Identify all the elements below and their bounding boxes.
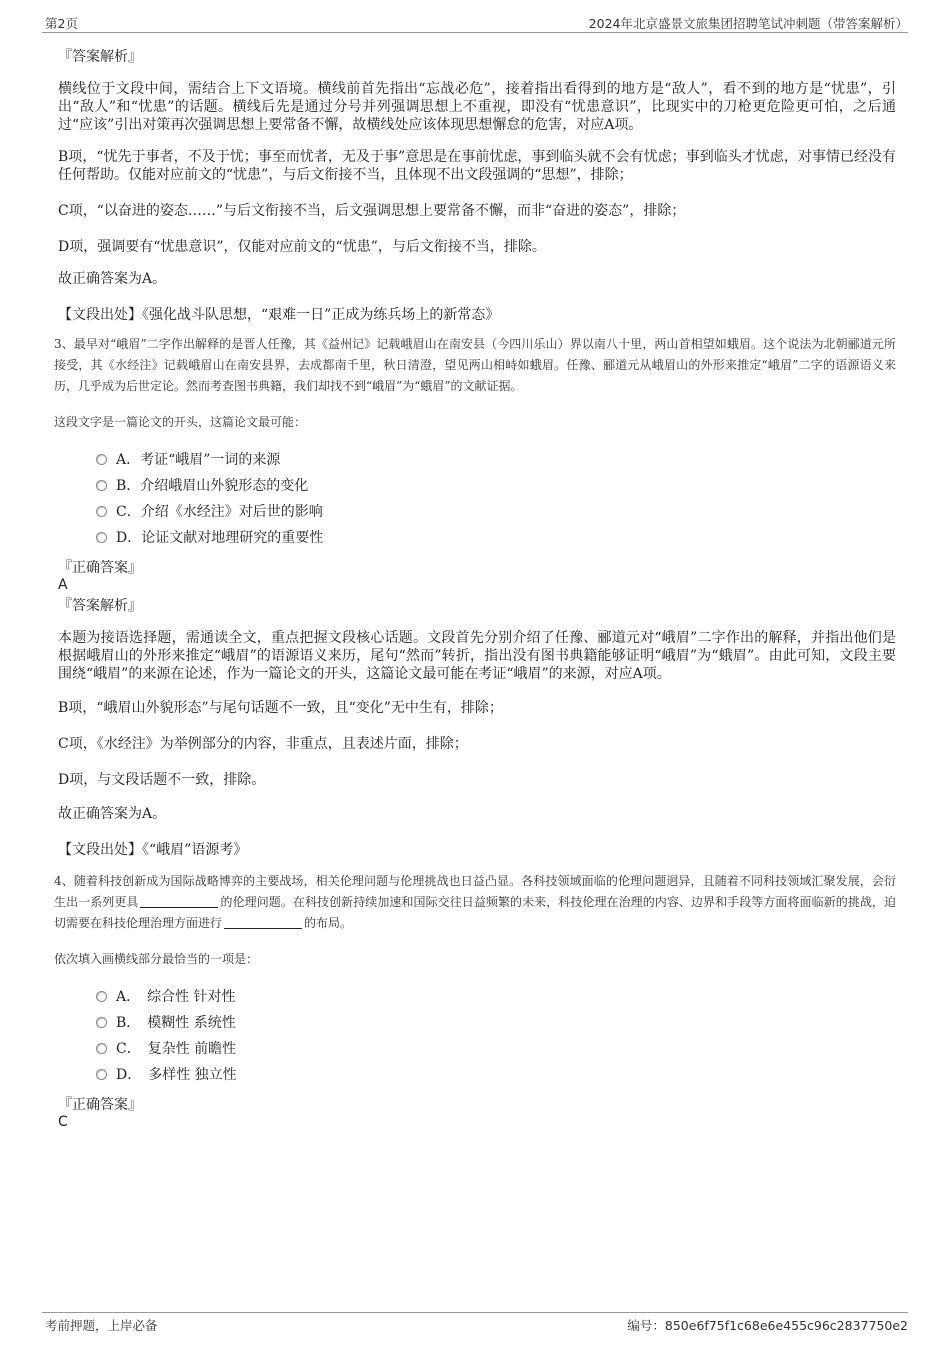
option-a[interactable]: A． 综合性 针对性 [96,984,896,1010]
analysis-paragraph: D项，与文段话题不一致，排除。 [58,772,266,788]
radio-icon[interactable] [96,1043,107,1054]
radio-icon[interactable] [96,1017,107,1028]
question-3-prompt: 这段文字是一篇论文的开头，这篇论文最可能： [54,415,307,429]
source-citation: 【文段出处】《“峨眉”语源考》 [58,842,248,858]
radio-icon[interactable] [96,532,107,543]
radio-icon[interactable] [96,454,107,465]
analysis-conclusion: 故正确答案为A。 [58,271,167,287]
option-d[interactable]: D．论证文献对地理研究的重要性 [96,525,896,551]
question-4-text: 4、随着科技创新成为国际战略博弈的主要战场，相关伦理问题与伦理挑战也日益凸显。各科技领域面临的伦理问题迥异，且随着不同科技领域汇聚发展，会衍生出一系列更具 的伦理问题。在科技创新持续加速和国际交往日益频繁的未来，科技伦理在治理的内容、边界和手段等方面将面临新的挑战，迫切需要在科技伦理治理方面进行 的布局。 [54,874,896,930]
page-header [42,12,908,33]
analysis-paragraph: C项，《水经注》为举例部分的内容，非重点，且表述片面，排除； [58,736,468,752]
page-footer [42,1312,908,1335]
question-4-options [96,984,896,1088]
analysis-paragraph: B项，“峨眉山外貌形态”与尾句话题不一致，且“变化”无中生有，排除； [58,700,503,716]
analysis-paragraph: 本题为接语选择题，需通读全文，重点把握文段核心话题。文段首先分别介绍了任豫、郦道元对“峨眉”二字作出的解释，并指出他们是根据峨眉山的外形来推定“峨眉”的语源语义来历，尾句“然而”转折，指出没有图书典籍能够证明“峨眉”为“蛾眉”。由此可知，文段主要围绕“峨眉”的来源在论述，作为一篇论文的开头，这篇论文最可能在考证“峨眉”的来源，对应A项。 [58,630,896,682]
analysis-label: 『答案解析』 [58,598,142,614]
analysis-paragraph: 横线位于文段中间，需结合上下文语境。横线前首先指出“忘战必危”，接着指出看得到的地方是“敌人”，看不到的地方是“忧患”，引出“敌人”和“忧患”的话题。横线后先是通过分号并列强调思想上不重视，即没有“忧患意识”，比现实中的刀枪更危险更可怕，之后通过“应该”引出对策再次强调思想上要常备不懈，故横线处应该体现思想懈怠的危害，对应A项。 [58,81,896,133]
analysis-label: 『答案解析』 [58,49,142,65]
radio-icon[interactable] [96,991,107,1002]
fill-blank-1 [140,895,218,908]
document-id: 编号：850e6f75f1c68e6e455c96c2837750e2 [627,1318,908,1333]
option-c[interactable]: C． 复杂性 前瞻性 [96,1036,896,1062]
option-b[interactable]: B． 模糊性 系统性 [96,1010,896,1036]
correct-answer: C [58,1114,68,1130]
analysis-paragraph: C项，“以奋进的姿态……”与后文衔接不当，后文强调思想上要常备不懈，而非“奋进的姿态”，排除； [58,203,686,219]
fill-blank-2 [224,916,302,929]
document-title: 2024年北京盛景文旅集团招聘笔试冲刺题（带答案解析） [588,16,908,31]
option-c[interactable]: C．介绍《水经注》对后世的影响 [96,499,896,525]
radio-icon[interactable] [96,506,107,517]
radio-icon[interactable] [96,480,107,491]
correct-answer-label: 『正确答案』 [58,560,142,576]
correct-answer-label: 『正确答案』 [58,1097,142,1113]
correct-answer: A [58,577,68,593]
analysis-paragraph: B项，“忧先于事者，不及于忧；事至而忧者，无及于事”意思是在事前忧虑，事到临头就不会有忧虑；事到临头才忧虑，对事情已经没有任何帮助。仅能对应前文的“忧患”，与后文衔接不当，且体现不出文段强调的“思想”，排除； [58,149,896,183]
analysis-paragraph: D项，强调要有“忧患意识”，仅能对应前文的“忧患”，与后文衔接不当，排除。 [58,239,546,255]
option-b[interactable]: B．介绍峨眉山外貌形态的变化 [96,473,896,499]
analysis-conclusion: 故正确答案为A。 [58,806,167,822]
source-citation: 【文段出处】《强化战斗队思想，“艰难一日”正成为练兵场上的新常态》 [58,307,500,323]
option-a[interactable]: A．考证“峨眉”一词的来源 [96,447,896,473]
question-3-text: 3、最早对“峨眉”二字作出解释的是晋人任豫，其《益州记》记载峨眉山在南安县（今四川乐山）界以南八十里，两山首相望如蛾眉。这个说法为北朝郦道元所接受，其《水经注》记载峨眉山在南安县界，去成都南千里，秋日清澄，望见两山相峙如蛾眉。任豫、郦道元从峨眉山的外形来推定“峨眉”二字的语源语义来历，几乎成为后世定论。然而考查图书典籍，我们却找不到“峨眉”为“蛾眉”的文献证据。 [54,337,896,393]
question-4-prompt: 依次填入画横线部分最恰当的一项是： [54,952,259,966]
option-d[interactable]: D． 多样性 独立性 [96,1062,896,1088]
page-number: 第2页 [45,16,78,31]
footer-slogan: 考前押题，上岸必备 [45,1318,158,1333]
radio-icon[interactable] [96,1069,107,1080]
page-content [56,46,896,1130]
question-3-options [96,447,896,551]
